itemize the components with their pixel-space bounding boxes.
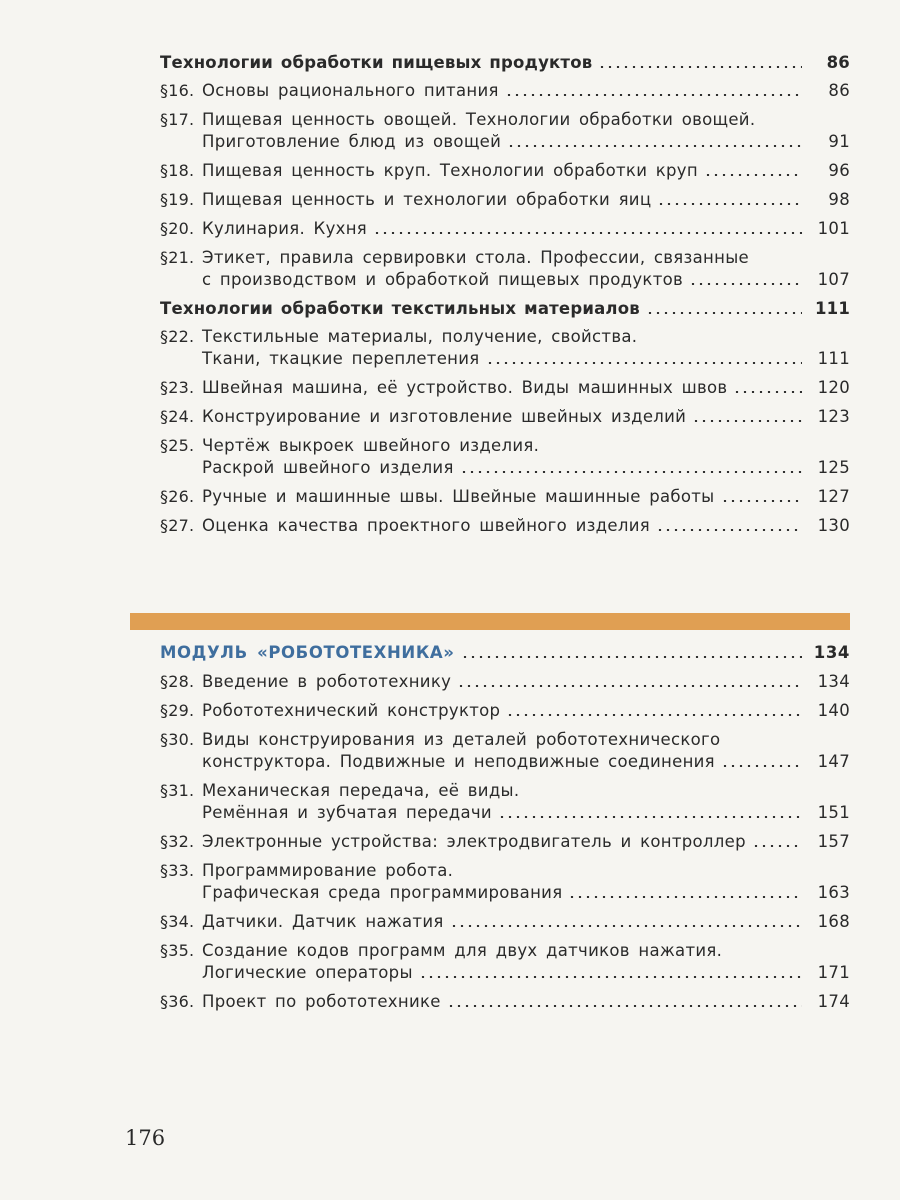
toc-entry bbox=[160, 435, 850, 479]
entry-number: §31. bbox=[160, 781, 195, 800]
dot-leader bbox=[568, 896, 802, 898]
entry-title: Логические операторы bbox=[202, 963, 413, 982]
entry-title-line bbox=[202, 515, 850, 537]
entry-title: Робототехнический конструктор bbox=[202, 701, 501, 720]
toc-entry bbox=[160, 326, 850, 370]
entry-title-line bbox=[202, 348, 850, 370]
entry-title-line bbox=[202, 160, 850, 182]
entry-body bbox=[202, 326, 850, 370]
entry-body bbox=[202, 780, 850, 824]
entry-title: Швейная машина, её устройство. Виды машинных швов bbox=[202, 378, 728, 397]
entry-body bbox=[202, 940, 850, 984]
toc-entry bbox=[160, 860, 850, 904]
entry-page-number: 125 bbox=[817, 458, 850, 477]
entry-body bbox=[202, 109, 850, 153]
entry-number: §32. bbox=[160, 832, 195, 851]
entry-body bbox=[202, 435, 850, 479]
entry-title-line bbox=[202, 80, 850, 102]
entry-title: Кулинария. Кухня bbox=[202, 219, 368, 238]
dot-leader bbox=[457, 685, 802, 687]
entry-page-number: 120 bbox=[817, 378, 850, 397]
entry-body bbox=[202, 911, 850, 933]
entry-title: Проект по робототехнике bbox=[202, 992, 441, 1011]
entry-page-number: 96 bbox=[828, 161, 850, 180]
entry-body bbox=[202, 189, 850, 211]
entry-number: §19. bbox=[160, 190, 195, 209]
toc-entry bbox=[160, 247, 850, 291]
toc-section-heading bbox=[160, 52, 850, 74]
dot-leader bbox=[419, 976, 802, 978]
toc-entry bbox=[160, 486, 850, 508]
entry-title: конструктора. Подвижные и неподвижные соединения bbox=[202, 752, 715, 771]
entry-page-number: 111 bbox=[817, 349, 850, 368]
entry-title: Основы рационального питания bbox=[202, 81, 499, 100]
entry-title: Введение в робототехнику bbox=[202, 672, 452, 691]
entry-body bbox=[160, 298, 850, 320]
dot-leader bbox=[752, 845, 802, 847]
entry-number: §35. bbox=[160, 941, 195, 960]
entry-number: §30. bbox=[160, 730, 195, 749]
toc-entry bbox=[160, 911, 850, 933]
dot-leader bbox=[721, 765, 802, 767]
entry-number: §18. bbox=[160, 161, 195, 180]
toc-entry bbox=[160, 377, 850, 399]
toc-entry bbox=[160, 780, 850, 824]
dot-leader bbox=[506, 714, 802, 716]
toc-bottom bbox=[160, 642, 850, 1020]
toc-module-heading bbox=[160, 642, 850, 664]
entry-title-line bbox=[202, 486, 850, 508]
entry-number: §28. bbox=[160, 672, 195, 691]
entry-number: §22. bbox=[160, 327, 195, 346]
entry-page-number: 98 bbox=[828, 190, 850, 209]
entry-page-number: 134 bbox=[817, 672, 850, 691]
dot-leader bbox=[498, 816, 802, 818]
entry-number: §21. bbox=[160, 248, 195, 267]
entry-page-number: 86 bbox=[828, 81, 850, 100]
entry-page-number: 127 bbox=[817, 487, 850, 506]
entry-title-line bbox=[202, 882, 850, 904]
entry-title-line: Виды конструирования из деталей робототехнического bbox=[202, 730, 721, 749]
entry-title-line bbox=[202, 802, 850, 824]
entry-body bbox=[160, 52, 850, 74]
entry-body bbox=[202, 831, 850, 853]
entry-title: МОДУЛЬ «РОБОТОТЕХНИКА» bbox=[160, 643, 455, 662]
entry-title-line bbox=[202, 218, 850, 240]
entry-page-number: 130 bbox=[817, 516, 850, 535]
entry-number: §33. bbox=[160, 861, 195, 880]
entry-page-number: 140 bbox=[817, 701, 850, 720]
entry-number: §17. bbox=[160, 110, 195, 129]
dot-leader bbox=[689, 283, 802, 285]
entry-title-line bbox=[160, 642, 850, 664]
entry-number: §20. bbox=[160, 219, 195, 238]
entry-title: Конструирование и изготовление швейных изделий bbox=[202, 407, 687, 426]
entry-body bbox=[202, 860, 850, 904]
dot-leader bbox=[507, 145, 802, 147]
entry-page-number: 151 bbox=[817, 803, 850, 822]
entry-page-number: 157 bbox=[817, 832, 850, 851]
entry-title: Пищевая ценность и технологии обработки яиц bbox=[202, 190, 652, 209]
dot-leader bbox=[692, 420, 802, 422]
dot-leader bbox=[447, 1005, 802, 1007]
entry-title-line bbox=[202, 831, 850, 853]
entry-number: §29. bbox=[160, 701, 195, 720]
entry-number: §16. bbox=[160, 81, 195, 100]
entry-page-number: 111 bbox=[814, 299, 850, 318]
dot-leader bbox=[721, 500, 803, 502]
toc-entry bbox=[160, 940, 850, 984]
entry-title-line: Этикет, правила сервировки стола. Профессии, связанные bbox=[202, 248, 749, 267]
toc-entry bbox=[160, 515, 850, 537]
module-divider-band bbox=[130, 613, 850, 630]
entry-title-line bbox=[202, 700, 850, 722]
dot-leader bbox=[646, 312, 802, 314]
entry-page-number: 123 bbox=[817, 407, 850, 426]
entry-page-number: 134 bbox=[813, 643, 850, 662]
entry-title-line bbox=[202, 671, 850, 693]
entry-title-line bbox=[202, 962, 850, 984]
dot-leader bbox=[460, 471, 802, 473]
entry-title: Технологии обработки пищевых продуктов bbox=[160, 53, 593, 72]
entry-body bbox=[202, 377, 850, 399]
entry-number: §27. bbox=[160, 516, 195, 535]
toc-top bbox=[160, 52, 850, 544]
entry-number: §26. bbox=[160, 487, 195, 506]
toc-section-heading bbox=[160, 298, 850, 320]
dot-leader bbox=[461, 656, 802, 658]
entry-title-line: Пищевая ценность овощей. Технологии обработки овощей. bbox=[202, 110, 756, 129]
entry-number: §34. bbox=[160, 912, 195, 931]
entry-title: Технологии обработки текстильных материалов bbox=[160, 299, 640, 318]
entry-title-line: Создание кодов программ для двух датчиков нажатия. bbox=[202, 941, 723, 960]
entry-page-number: 101 bbox=[817, 219, 850, 238]
entry-body bbox=[202, 671, 850, 693]
dot-leader bbox=[373, 232, 802, 234]
entry-body bbox=[202, 991, 850, 1013]
entry-page-number: 86 bbox=[826, 53, 850, 72]
entry-body bbox=[202, 729, 850, 773]
entry-page-number: 168 bbox=[817, 912, 850, 931]
entry-body bbox=[202, 218, 850, 240]
entry-number: §23. bbox=[160, 378, 195, 397]
toc-entry bbox=[160, 406, 850, 428]
entry-title: Графическая среда программирования bbox=[202, 883, 563, 902]
entry-title: Электронные устройства: электродвигатель и контроллер bbox=[202, 832, 746, 851]
entry-body bbox=[202, 80, 850, 102]
entry-title-line bbox=[202, 189, 850, 211]
entry-title: Приготовление блюд из овощей bbox=[202, 132, 502, 151]
entry-title: Раскрой швейного изделия bbox=[202, 458, 454, 477]
dot-leader bbox=[505, 94, 802, 96]
entry-title: Ручные и машинные швы. Швейные машинные работы bbox=[202, 487, 715, 506]
dot-leader bbox=[656, 529, 802, 531]
entry-title-line bbox=[202, 131, 850, 153]
entry-number: §25. bbox=[160, 436, 195, 455]
dot-leader bbox=[598, 66, 802, 68]
entry-body bbox=[202, 515, 850, 537]
entry-title-line bbox=[160, 298, 850, 320]
dot-leader bbox=[657, 203, 802, 205]
entry-title-line bbox=[202, 377, 850, 399]
toc-entry bbox=[160, 109, 850, 153]
entry-title: Оценка качества проектного швейного изделия bbox=[202, 516, 650, 535]
entry-body bbox=[202, 160, 850, 182]
toc-entry bbox=[160, 671, 850, 693]
entry-title: Ткани, ткацкие переплетения bbox=[202, 349, 480, 368]
entry-title-line: Текстильные материалы, получение, свойства. bbox=[202, 327, 638, 346]
entry-title-line bbox=[202, 406, 850, 428]
entry-number: §24. bbox=[160, 407, 195, 426]
entry-title-line bbox=[202, 269, 850, 291]
entry-title: Пищевая ценность круп. Технологии обработки круп bbox=[202, 161, 698, 180]
entry-page-number: 174 bbox=[817, 992, 850, 1011]
entry-body bbox=[202, 406, 850, 428]
dot-leader bbox=[450, 925, 802, 927]
entry-page-number: 91 bbox=[828, 132, 850, 151]
entry-page-number: 147 bbox=[817, 752, 850, 771]
toc-entry bbox=[160, 991, 850, 1013]
entry-body bbox=[202, 700, 850, 722]
entry-title: с производством и обработкой пищевых продуктов bbox=[202, 270, 684, 289]
dot-leader bbox=[486, 362, 802, 364]
entry-title-line bbox=[160, 52, 850, 74]
entry-page-number: 171 bbox=[817, 963, 850, 982]
entry-title-line: Программирование робота. bbox=[202, 861, 454, 880]
toc-entry bbox=[160, 218, 850, 240]
toc-entry bbox=[160, 700, 850, 722]
entry-title-line bbox=[202, 991, 850, 1013]
entry-title: Ремённая и зубчатая передачи bbox=[202, 803, 492, 822]
toc-entry bbox=[160, 189, 850, 211]
entry-title-line: Чертёж выкроек швейного изделия. bbox=[202, 436, 540, 455]
entry-body bbox=[202, 486, 850, 508]
entry-title-line bbox=[202, 911, 850, 933]
entry-body bbox=[160, 642, 850, 664]
entry-title-line bbox=[202, 457, 850, 479]
entry-title-line bbox=[202, 751, 850, 773]
entry-body bbox=[202, 247, 850, 291]
entry-number: §36. bbox=[160, 992, 195, 1011]
entry-title-line: Механическая передача, её виды. bbox=[202, 781, 520, 800]
dot-leader bbox=[704, 174, 802, 176]
toc-entry bbox=[160, 729, 850, 773]
toc-entry bbox=[160, 160, 850, 182]
page-number: 176 bbox=[125, 1126, 166, 1150]
entry-page-number: 107 bbox=[817, 270, 850, 289]
toc-entry bbox=[160, 831, 850, 853]
dot-leader bbox=[733, 391, 802, 393]
toc-entry bbox=[160, 80, 850, 102]
entry-page-number: 163 bbox=[817, 883, 850, 902]
entry-title: Датчики. Датчик нажатия bbox=[202, 912, 444, 931]
